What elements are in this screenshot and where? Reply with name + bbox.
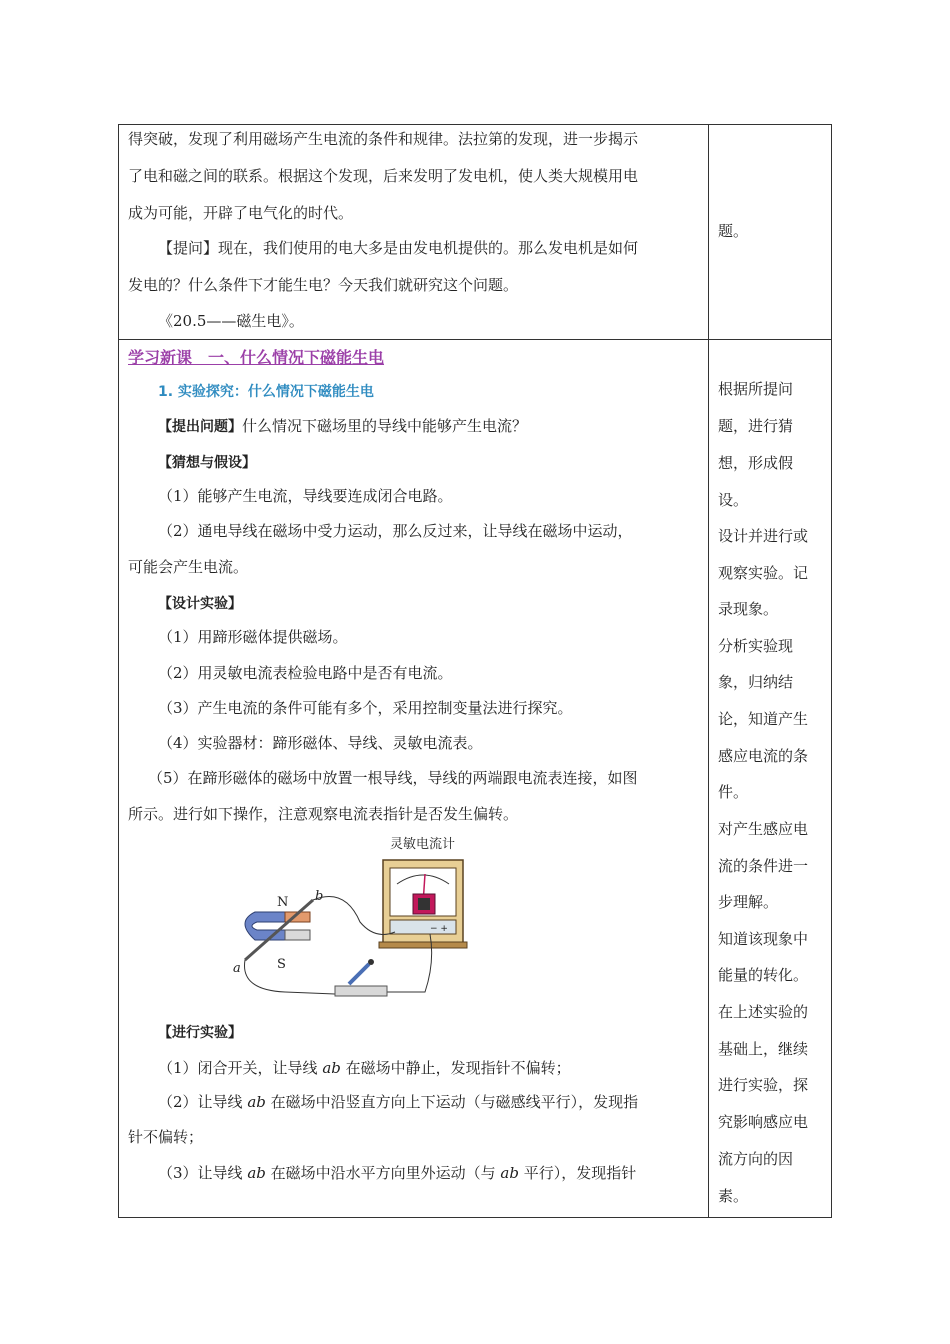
side-note-6: 观察实验。记 xyxy=(718,564,809,582)
side-note-4: 设。 xyxy=(718,491,749,509)
label-b: b xyxy=(315,889,324,904)
design-row xyxy=(158,593,242,614)
lesson-title-line: 《20.5——磁生电》。 xyxy=(158,312,304,330)
proceed-row xyxy=(158,1022,242,1043)
side-note-9: 象，归纳结 xyxy=(718,673,794,691)
side-note-13: 对产生感应电 xyxy=(718,820,809,838)
side-note-3: 想，形成假 xyxy=(718,454,794,472)
design-2: （2）用灵敏电流表检验电路中是否有电流。 xyxy=(158,664,453,682)
hypothesis-1: （1）能够产生电流，导线要连成闭合电路。 xyxy=(158,487,453,505)
side-note-18: 在上述实验的 xyxy=(718,1003,809,1021)
proceed-3 xyxy=(158,1163,636,1183)
p1-ab: ab xyxy=(322,1059,341,1077)
p2-pre: （2）让导线 xyxy=(158,1093,248,1111)
proceed-label: 【进行实验】 xyxy=(158,1025,242,1041)
side-note-19: 基础上，继续 xyxy=(718,1040,809,1058)
p1-post: 在磁场中静止，发现指针不偏转； xyxy=(340,1059,571,1077)
p2-ab: ab xyxy=(247,1093,266,1111)
intro-line-3: 成为可能，开辟了电气化的时代。 xyxy=(128,204,354,222)
question-row xyxy=(158,416,527,437)
side-note-2: 题，进行猜 xyxy=(718,417,794,435)
design-label: 【设计实验】 xyxy=(158,596,242,612)
column-divider xyxy=(708,124,709,1218)
sub-heading xyxy=(158,381,374,402)
p3-mid: 在磁场中沿水平方向里外运动（与 xyxy=(265,1164,501,1182)
design-4: （4）实验器材：蹄形磁体、导线、灵敏电流表。 xyxy=(158,734,483,752)
design-5a: （5）在蹄形磁体的磁场中放置一根导线，导线的两端跟电流表连接，如图 xyxy=(148,769,638,787)
design-1: （1）用蹄形磁体提供磁场。 xyxy=(158,628,348,646)
side-note-11: 感应电流的条 xyxy=(718,747,809,765)
label-s: S xyxy=(277,957,286,972)
section-heading: 学习新课 一、什么情况下磁能生电 xyxy=(128,348,385,367)
row-divider xyxy=(118,339,832,340)
hypothesis-row xyxy=(158,452,256,473)
intro-line-2: 了电和磁之间的联系。根据这个发现，后来发明了发电机，使人类大规模用电 xyxy=(128,167,639,185)
side-note-20: 进行实验，探 xyxy=(718,1076,809,1094)
galvanometer-icon xyxy=(379,860,467,948)
side-note-15: 步理解。 xyxy=(718,893,779,911)
top-side-note: 题。 xyxy=(718,222,749,240)
proceed-2b: 针不偏转； xyxy=(128,1128,204,1146)
side-note-21: 究影响感应电 xyxy=(718,1113,809,1131)
p3-ab: ab xyxy=(247,1164,266,1182)
p3-post: 平行），发现指针 xyxy=(518,1164,637,1182)
p1-pre: （1）闭合开关，让导线 xyxy=(158,1059,323,1077)
design-3: （3）产生电流的条件可能有多个，采用控制变量法进行探究。 xyxy=(158,699,573,717)
hypothesis-2b: 可能会产生电流。 xyxy=(128,558,249,576)
experiment-figure xyxy=(225,832,475,1002)
side-note-17: 能量的转化。 xyxy=(718,966,809,984)
p3-ab2: ab xyxy=(500,1164,519,1182)
hypothesis-label: 【猜想与假设】 xyxy=(158,455,256,471)
label-a: a xyxy=(233,961,241,976)
p2-post: 在磁场中沿竖直方向上下运动（与磁感线平行），发现指 xyxy=(265,1093,639,1111)
side-note-22: 流方向的因 xyxy=(718,1150,794,1168)
side-note-10: 论，知道产生 xyxy=(718,710,809,728)
side-note-1: 根据所提问 xyxy=(718,380,794,398)
side-note-23: 素。 xyxy=(718,1187,749,1205)
figure-title: 灵敏电流计 xyxy=(390,837,456,852)
side-note-8: 分析实验现 xyxy=(718,637,794,655)
svg-text:− +: − + xyxy=(430,924,448,934)
design-5b: 所示。进行如下操作，注意观察电流表指针是否发生偏转。 xyxy=(128,805,519,823)
question-text: 什么情况下磁场里的导线中能够产生电流？ xyxy=(242,417,528,435)
proceed-1 xyxy=(158,1058,571,1078)
side-note-12: 件。 xyxy=(718,783,749,801)
proceed-2 xyxy=(158,1092,638,1112)
sub-heading-text: 1. 实验探究：什么情况下磁能生电 xyxy=(158,384,374,400)
hypothesis-2a: （2）通电导线在磁场中受力运动，那么反过来，让导线在磁场中运动， xyxy=(158,522,633,540)
circuit-wire-bottom xyxy=(245,960,336,994)
p3-pre: （3）让导线 xyxy=(158,1164,248,1182)
label-n: N xyxy=(277,895,289,910)
side-note-14: 流的条件进一 xyxy=(718,857,809,875)
question-label: 【提出问题】 xyxy=(158,419,242,435)
side-note-5: 设计并进行或 xyxy=(718,527,809,545)
side-note-16: 知道该现象中 xyxy=(718,930,809,948)
horseshoe-magnet-icon xyxy=(245,912,310,940)
side-note-7: 录现象。 xyxy=(718,600,779,618)
question-line-2: 发电的？什么条件下才能生电？今天我们就研究这个问题。 xyxy=(128,276,519,294)
question-line-1: 【提问】现在，我们使用的电大多是由发电机提供的。那么发电机是如何 xyxy=(158,239,639,257)
switch-icon xyxy=(335,959,387,996)
intro-line-1: 得突破，发现了利用磁场产生电流的条件和规律。法拉第的发现，进一步揭示 xyxy=(128,130,639,148)
